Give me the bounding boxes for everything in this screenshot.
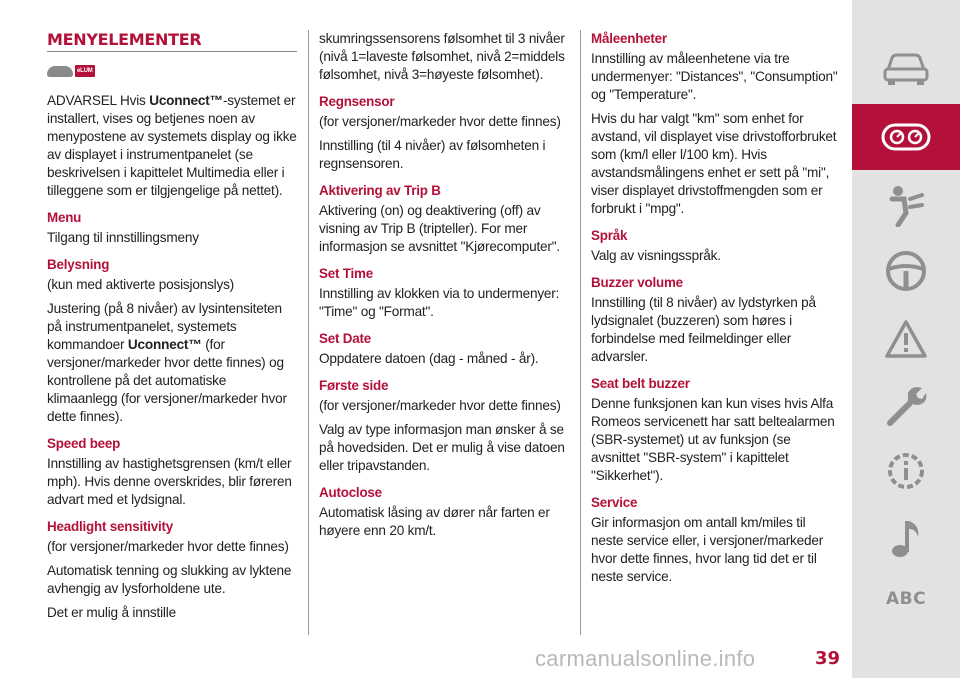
sidebar-item-technical[interactable] [852,438,960,504]
text-continuation: skumringssensorens følsomhet til 3 nivåer (nivå 1=laveste følsomhet, nivå 2=middels følsomhet, nivå 3=høyeste følsomhet). [319,31,565,82]
heading-headlight: Headlight sensitivity [47,519,174,534]
sidebar-item-multimedia[interactable] [852,506,960,572]
elum-badge: eLUM [75,65,95,77]
column-1 [47,30,297,628]
sidebar-item-driving[interactable] [852,238,960,304]
sidebar-item-emergency[interactable] [852,306,960,372]
abc-index-label: ABC [885,589,927,609]
heading-forste-side: Første side [319,378,389,393]
wrench-icon [884,383,928,427]
info-gear-icon [883,448,929,494]
sidebar-item-car[interactable] [852,36,960,102]
text-seat-belt: Denne funksjonen kan kun vises hvis Alfa Romeos servicenett har satt beltealarmen (SBR-systemet) ut av funksjon (se avsnittet "SBR-system" i kapittelet "Sikkerhet"). [591,396,835,483]
steering-wheel-icon [884,249,928,293]
chapter-sidebar [852,0,960,678]
car-icon [882,52,930,86]
heading-set-time: Set Time [319,266,373,281]
column-divider-2 [580,30,581,635]
text-trip-b: Aktivering (on) og deaktivering (off) av visning av Trip B (tripteller). For mer informasjon se avsnittet "Kjørecomputer". [319,203,560,254]
heading-service: Service [591,495,638,510]
watermark: carmanualsonline.info [535,646,756,671]
title-divider [47,51,297,52]
uconnect-brand: Uconnect™ [149,93,223,108]
music-note-icon [886,517,926,561]
text-headlight-2: Automatisk tenning og slukking av lyktene avhengig av lysforholdene ute. [47,563,292,596]
belysning-prefix: Justering (på 8 nivåer) av lysintensiteten på instrumentpanelet, systemets kommandoer [47,301,282,352]
text-service: Gir informasjon om antall km/miles til neste service eller, i versjoner/markeder hvor dette finnes, hvor lang tid det er til neste service. [591,515,824,584]
heading-set-date: Set Date [319,331,371,346]
uconnect-brand-2: Uconnect™ [127,337,202,352]
sidebar-item-maintenance[interactable] [852,372,960,438]
version-badge-row [47,60,297,82]
text-regnsensor-1: (for versjoner/markeder hvor dette finnes) [319,114,561,129]
text-regnsensor-2: Innstilling (til 4 nivåer) av følsomheten i regnsensoren. [319,138,546,171]
text-belysning-2 [47,300,297,426]
column-3 [591,30,841,592]
text-headlight-1: (for versjoner/markeder hvor dette finnes) [47,539,289,554]
heading-speed-beep: Speed beep [47,436,121,451]
text-sprak: Valg av visningsspråk. [591,248,721,263]
warning-text-suffix: -systemet er installert, vises og betjenes noen av menypostene av systemets display og ikke av displayet i instrumentpanelet (se beskrivelsen i kapittelet Multimedia eller i tilleggene som er tilgjengelige på nettet). [47,93,297,198]
warning-paragraph [47,92,297,200]
text-autoclose: Automatisk låsing av dører når farten er høyere enn 20 km/t. [319,505,550,538]
heading-seat-belt: Seat belt buzzer [591,376,690,391]
heading-sprak: Språk [591,228,628,243]
sidebar-item-index[interactable] [852,566,960,632]
car-silhouette-icon [47,66,73,77]
warning-triangle-icon [884,319,928,359]
dashboard-gauges-icon [881,121,931,153]
heading-regnsensor: Regnsensor [319,94,395,109]
heading-autoclose: Autoclose [319,485,382,500]
column-2 [319,30,569,546]
page-title: MENYELEMENTER [47,30,202,49]
heading-belysning: Belysning [47,257,110,272]
text-buzzer: Innstilling (til 8 nivåer) av lydstyrken på lydsignalet (buzzeren) som høres i forbindelse med feilmeldinger eller advarsler. [591,295,816,364]
text-maaleenheter-1: Innstilling av måleenhetene via tre undermenyer: "Distances", "Consumption" og "Temperature". [591,51,838,102]
text-forste-side-2: Valg av type informasjon man ønsker å se på hovedsiden. Det er mulig å vise datoen eller tripavstanden. [319,422,565,473]
text-headlight-3: Det er mulig å innstille [47,605,176,620]
page-number: 39 [815,648,841,669]
sidebar-item-safety[interactable] [852,172,960,238]
text-maaleenheter-2: Hvis du har valgt "km" som enhet for avstand, vil displayet vise drivstofforbruket som (km/l eller l/100 km). Hvis avstandsmålingens enhet er sett på "mi", viser displayet drivstoffmengden som er forbrukt i "mpg". [591,111,837,216]
heading-menu: Menu [47,210,82,225]
text-belysning-1: (kun med aktiverte posisjonslys) [47,277,235,292]
text-menu: Tilgang til innstillingsmeny [47,230,199,245]
heading-maaleenheter: Måleenheter [591,31,667,46]
text-set-date: Oppdatere datoen (dag - måned - år). [319,351,539,366]
warning-text-prefix: ADVARSEL Hvis [47,93,150,108]
heading-buzzer: Buzzer volume [591,275,683,290]
airbag-seat-icon [884,183,928,227]
belysning-suffix: (for versjoner/markeder hvor dette finnes) og kontrollene på det automatiske klimaanlegg (for versjoner/markeder hvor dette finnes). [47,337,287,424]
column-divider-1 [308,30,309,635]
text-set-time: Innstilling av klokken via to undermenyer: "Time" og "Format". [319,286,560,319]
heading-trip-b: Aktivering av Trip B [319,183,441,198]
text-speed-beep: Innstilling av hastighetsgrensen (km/t eller mph). Hvis denne overskrides, blir føreren advart med et lydsignal. [47,456,292,507]
sidebar-item-instruments[interactable] [852,104,960,170]
text-forste-side-1: (for versjoner/markeder hvor dette finnes) [319,398,561,413]
